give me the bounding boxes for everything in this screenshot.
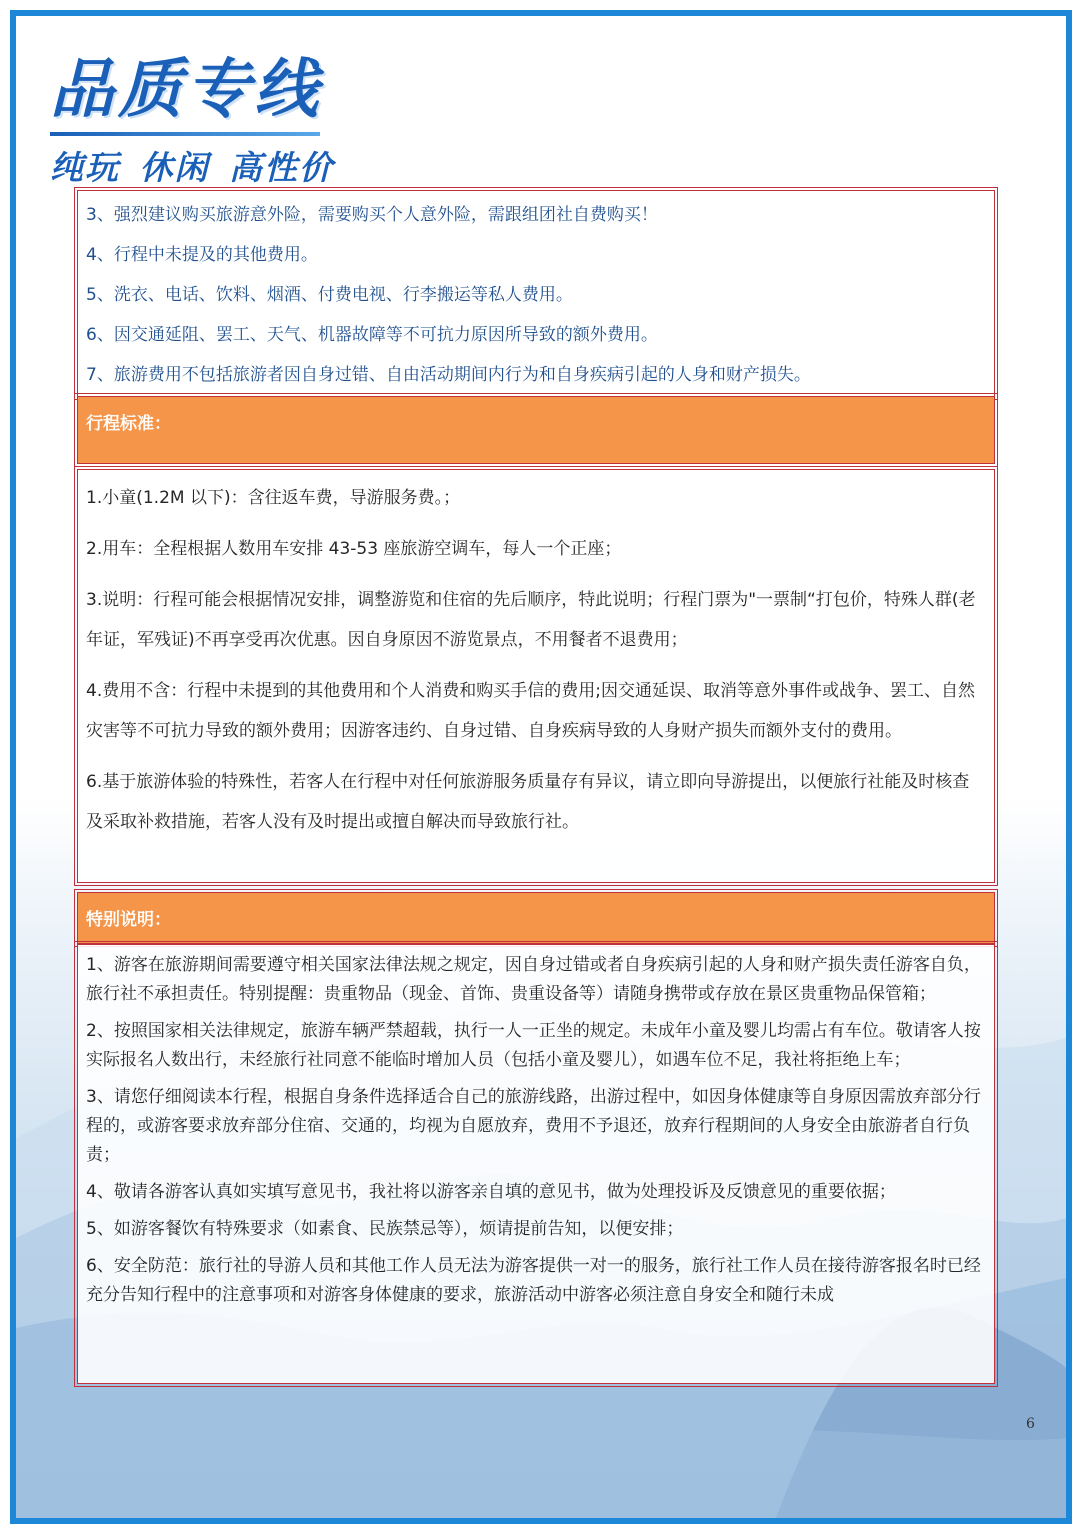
list-item: 5、洗衣、电话、饮料、烟酒、付费电视、行李搬运等私人费用。 — [86, 285, 573, 305]
list-item: 2、按照国家相关法律规定，旅游车辆严禁超载，执行一人一正坐的规定。未成年小童及婴儿均需占有车位。敬请客人按实际报名人数出行，未经旅行社同意不能临时增加人员（包括小童及婴儿），如遇车位不足，我社将拒绝上车； — [86, 1021, 981, 1070]
brand-logo — [50, 54, 334, 189]
list-item: 4.费用不含：行程中未提到的其他费用和个人消费和购买手信的费用;因交通延误、取消等意外事件或战争、罢工、自然灾害等不可抗力导致的额外费用；因游客违约、自身过错、自身疾病导致的人身财产损失而额外支付的费用。 — [86, 681, 975, 741]
list-item: 2.用车：全程根据人数用车安排 43-53 座旅游空调车，每人一个正座； — [86, 539, 622, 559]
brand-title: 品质专线 — [50, 53, 322, 127]
brand-underline — [50, 132, 320, 136]
list-item: 5、如游客餐饮有特殊要求（如素食、民族禁忌等），烦请提前告知，以便安排； — [86, 1219, 684, 1239]
page-number: 6 — [1026, 1416, 1035, 1432]
page-frame — [10, 10, 1072, 1524]
list-item: 3.说明：行程可能会根据情况安排，调整游览和住宿的先后顺序，特此说明；行程门票为"一票制“打包价，特殊人群(老年证，军残证)不再享受再次优惠。因自身原因不游览景点，不用餐者不退费用； — [86, 590, 976, 650]
list-item: 6、安全防范：旅行社的导游人员和其他工作人员无法为游客提供一对一的服务，旅行社工作人员在接待游客报名时已经充分告知行程中的注意事项和对游客身体健康的要求，旅游活动中游客必须注意自身安全和随行未成 — [86, 1256, 981, 1305]
itinerary-standard-header — [74, 393, 998, 467]
list-item: 3、强烈建议购买旅游意外险，需要购买个人意外险，需跟组团社自费购买！ — [86, 205, 658, 225]
brand-subtitle: 纯玩 休闲 高性价 — [50, 148, 334, 187]
special-notes-header — [74, 889, 998, 947]
fees-excluded-section — [74, 187, 998, 400]
list-item: 4、敬请各游客认真如实填写意见书，我社将以游客亲自填的意见书，做为处理投诉及反馈意见的重要依据； — [86, 1182, 896, 1202]
section-heading: 行程标准： — [86, 414, 171, 434]
list-item: 1、游客在旅游期间需要遵守相关国家法律法规之规定，因自身过错或者自身疾病引起的人身和财产损失责任游客自负，旅行社不承担责任。特别提醒：贵重物品（现金、首饰、贵重设备等）请随身携带或存放在景区贵重物品保管箱； — [86, 955, 981, 1004]
list-item: 7、旅游费用不包括旅游者因自身过错、自由活动期间内行为和自身疾病引起的人身和财产损失。 — [86, 365, 811, 385]
list-item: 4、行程中未提及的其他费用。 — [86, 245, 318, 265]
section-heading: 特别说明： — [86, 910, 171, 930]
list-item: 6、因交通延阻、罢工、天气、机器故障等不可抗力原因所导致的额外费用。 — [86, 325, 658, 345]
list-item: 6.基于旅游体验的特殊性，若客人在行程中对任何旅游服务质量存有异议，请立即向导游提出，以便旅行社能及时核查及采取补救措施，若客人没有及时提出或擅自解决而导致旅行社。 — [86, 772, 970, 832]
list-item: 1.小童(1.2M 以下)：含往返车费，导游服务费。； — [86, 488, 461, 508]
special-notes-section — [74, 941, 998, 1387]
itinerary-standard-section — [74, 466, 998, 886]
list-item: 3、请您仔细阅读本行程，根据自身条件选择适合自己的旅游线路，出游过程中，如因身体健康等自身原因需放弃部分行程的，或游客要求放弃部分住宿、交通的，均视为自愿放弃，费用不予退还，放弃行程期间的人身安全由旅游者自行负责； — [86, 1087, 981, 1165]
